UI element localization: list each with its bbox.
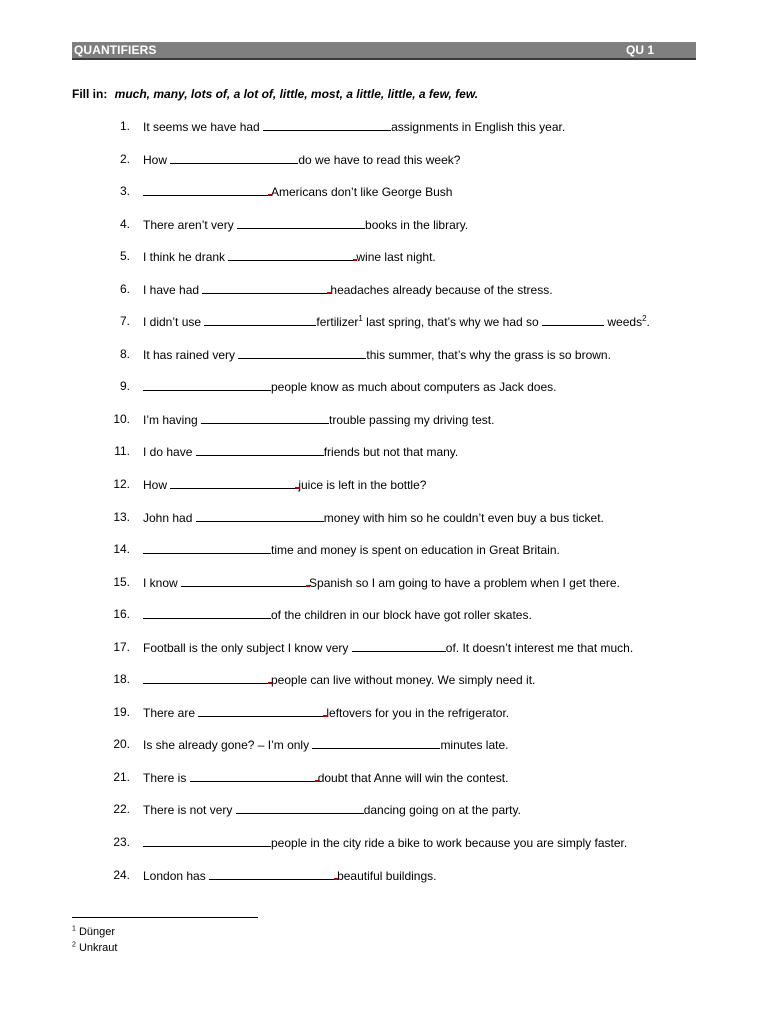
- answer-blank[interactable]: [236, 802, 364, 814]
- item-sentence: [143, 640, 633, 655]
- item-number: 17.: [113, 639, 130, 654]
- item-number: 6.: [119, 281, 130, 296]
- answer-blank[interactable]: [181, 575, 309, 587]
- item-sentence: [143, 282, 553, 297]
- answer-blank[interactable]: [170, 477, 298, 489]
- exercise-item: [0, 152, 768, 185]
- answer-blank[interactable]: [143, 379, 271, 391]
- sentence-end: headaches already because of the stress.: [330, 282, 553, 297]
- answer-blank[interactable]: [143, 607, 271, 619]
- item-sentence: [143, 575, 620, 590]
- sentence-end: assignments in English this year.: [391, 120, 566, 134]
- sentence-start: John had: [143, 510, 196, 525]
- item-number: 23.: [113, 835, 130, 850]
- item-sentence: [143, 770, 508, 785]
- item-number: 2.: [119, 151, 130, 166]
- item-sentence: [143, 152, 460, 167]
- sentence-end: people in the city ride a bike to work because you are simply faster.: [271, 836, 628, 851]
- item-sentence: [143, 249, 436, 264]
- exercise-item: [0, 737, 768, 770]
- sentence-end: Spanish so I am going to have a problem when I get there.: [309, 575, 620, 590]
- item-number: 21.: [113, 769, 130, 784]
- answer-blank[interactable]: [237, 217, 365, 229]
- sentence-start: Is she already gone? – I’m only: [143, 738, 313, 753]
- exercise-item: [0, 835, 768, 868]
- footnote-text: Dünger: [75, 926, 116, 938]
- sentence-end: people know as much about computers as Jack does.: [271, 380, 557, 395]
- item-sentence: [143, 868, 436, 883]
- answer-blank[interactable]: [143, 835, 271, 847]
- item-sentence: [143, 835, 627, 850]
- item-number: 19.: [113, 704, 130, 719]
- answer-blank[interactable]: [352, 640, 446, 652]
- exercise-item: [0, 705, 768, 738]
- sentence-end: weeds: [604, 315, 643, 330]
- exercise-item: [0, 575, 768, 608]
- item-number: 11.: [114, 444, 130, 459]
- footnote-mark: 2: [72, 941, 76, 949]
- sentence-end: trouble passing my driving test.: [329, 412, 495, 427]
- exercise-item: [0, 217, 768, 250]
- sentence-start: How: [143, 152, 171, 167]
- exercise-item: [0, 412, 768, 445]
- exercise-item: [0, 802, 768, 835]
- item-sentence: [143, 217, 468, 232]
- exercise-item: [0, 477, 768, 510]
- item-sentence: [143, 802, 521, 817]
- answer-blank[interactable]: [196, 444, 324, 456]
- sentence-end: this summer, that’s why the grass is so brown.: [366, 347, 611, 362]
- item-number: 15.: [113, 574, 130, 589]
- sentence-end: books in the library.: [365, 217, 469, 232]
- sentence-end: time and money is spent on education in Great Britain.: [271, 543, 560, 558]
- item-sentence: [143, 119, 565, 134]
- exercise-item: [0, 249, 768, 282]
- footnotes: [72, 924, 117, 956]
- item-sentence: [143, 542, 560, 557]
- sentence-start: I have had: [143, 282, 203, 297]
- answer-blank[interactable]: [542, 314, 604, 326]
- exercise-item: [0, 510, 768, 543]
- item-sentence: [143, 379, 557, 394]
- sentence-end: leftovers for you in the refrigerator.: [326, 705, 510, 720]
- answer-blank[interactable]: [312, 737, 440, 749]
- item-number: 7.: [119, 314, 130, 329]
- sentence-end: wine last night.: [356, 250, 436, 265]
- answer-blank[interactable]: [209, 868, 337, 880]
- sentence-end: money with him so he couldn’t even buy a bus ticket.: [323, 510, 604, 525]
- item-number: 8.: [119, 346, 130, 361]
- sentence-start: I do have: [143, 445, 196, 460]
- sentence-end: of. It doesn’t interest me that much.: [445, 640, 634, 655]
- exercise-item: [0, 379, 768, 412]
- sentence-end: fertilizer: [316, 315, 359, 330]
- sentence-end: Americans don’t like George Bush: [271, 185, 453, 200]
- footnote-text: Unkraut: [75, 942, 118, 954]
- footnote: [72, 924, 117, 940]
- exercise-item: [0, 119, 768, 152]
- sentence-start: Football is the only subject I know very: [143, 640, 352, 655]
- sentence-punctuation: .: [646, 315, 650, 330]
- sentence-end: minutes late.: [440, 738, 509, 753]
- item-sentence: [143, 705, 509, 720]
- sentence-end: people can live without money. We simply need it.: [271, 673, 536, 688]
- sentence-start: It has rained very: [143, 347, 239, 362]
- answer-blank[interactable]: [202, 282, 330, 294]
- exercise-item: [0, 314, 768, 347]
- item-sentence: [143, 672, 535, 687]
- sentence-start: There is: [143, 770, 190, 785]
- sentence-end: do we have to read this week?: [298, 152, 461, 167]
- item-number: 12.: [113, 477, 130, 492]
- sentence-end: of the children in our block have got roller skates.: [271, 608, 532, 623]
- sentence-start: I didn’t use: [143, 315, 205, 330]
- answer-blank[interactable]: [143, 672, 271, 684]
- item-number: 16.: [113, 607, 130, 622]
- sentence-middle: last spring, that’s why we had so: [362, 315, 543, 330]
- sentence-end: beautiful buildings.: [337, 868, 437, 883]
- answer-blank[interactable]: [143, 184, 271, 196]
- sentence-start: There aren’t very: [143, 217, 238, 232]
- item-number: 1.: [119, 119, 130, 133]
- exercise-item: [0, 542, 768, 575]
- sentence-start: I know: [143, 575, 182, 590]
- item-sentence: [143, 347, 611, 362]
- exercise-item: [0, 184, 768, 217]
- item-sentence: [143, 444, 458, 459]
- sentence-end: friends but not that many.: [323, 445, 459, 460]
- sentence-start: I think he drank: [143, 250, 229, 265]
- sentence-start: It seems we have had: [143, 120, 264, 134]
- exercise-item: [0, 868, 768, 901]
- item-sentence: [143, 184, 452, 199]
- exercise-item: [0, 640, 768, 673]
- page-title: QUANTIFIERS: [74, 43, 157, 57]
- sentence-start: There are: [143, 705, 199, 720]
- item-number: 13.: [113, 509, 130, 524]
- item-sentence: [143, 477, 426, 492]
- answer-blank[interactable]: [198, 705, 326, 717]
- sentence-end: juice is left in the bottle?: [298, 478, 427, 493]
- answer-blank[interactable]: [204, 314, 316, 326]
- worksheet-code: QU 1: [626, 43, 655, 57]
- answer-blank[interactable]: [228, 249, 356, 261]
- item-sentence: [143, 412, 494, 427]
- answer-blank[interactable]: [143, 542, 271, 554]
- sentence-end: doubt that Anne will win the contest.: [317, 770, 509, 785]
- answer-blank[interactable]: [196, 510, 324, 522]
- footnote-reference: 1: [358, 314, 363, 324]
- instructions-label: Fill in:: [72, 87, 108, 101]
- item-sentence: [143, 314, 650, 329]
- sentence-start: There is not very: [143, 803, 236, 818]
- answer-blank[interactable]: [190, 770, 318, 782]
- item-number: 20.: [113, 737, 130, 752]
- header-bar: [72, 42, 696, 60]
- item-number: 24.: [113, 867, 130, 882]
- item-number: 9.: [119, 379, 130, 394]
- footnote: [72, 940, 117, 956]
- answer-blank[interactable]: [170, 152, 298, 164]
- sentence-end: dancing going on at the party.: [363, 803, 521, 818]
- answer-blank[interactable]: [263, 119, 391, 131]
- exercise-item: [0, 444, 768, 477]
- exercise-item: [0, 347, 768, 380]
- answer-blank[interactable]: [201, 412, 329, 424]
- item-number: 5.: [119, 249, 130, 264]
- item-number: 22.: [113, 802, 130, 817]
- exercise-item: [0, 282, 768, 315]
- item-sentence: [143, 510, 604, 525]
- exercise-list: [0, 119, 768, 900]
- item-number: 14.: [113, 542, 130, 557]
- item-number: 3.: [119, 184, 130, 199]
- instructions-word-list: much, many, lots of, a lot of, little, most, a little, little, a few, few.: [114, 87, 479, 101]
- footnote-reference: 2: [642, 314, 647, 324]
- sentence-start: London has: [143, 868, 210, 883]
- item-number: 4.: [119, 216, 130, 231]
- sentence-start: How: [143, 478, 171, 493]
- exercise-item: [0, 770, 768, 803]
- answer-blank[interactable]: [238, 347, 366, 359]
- sentence-start: I’m having: [143, 412, 202, 427]
- exercise-item: [0, 607, 768, 640]
- item-sentence: [143, 737, 508, 752]
- instructions: [72, 87, 478, 101]
- item-sentence: [143, 607, 532, 622]
- item-number: 18.: [113, 672, 130, 687]
- exercise-item: [0, 672, 768, 705]
- footnote-mark: 1: [72, 925, 76, 933]
- footnote-divider: [72, 917, 258, 918]
- item-number: 10.: [113, 411, 130, 426]
